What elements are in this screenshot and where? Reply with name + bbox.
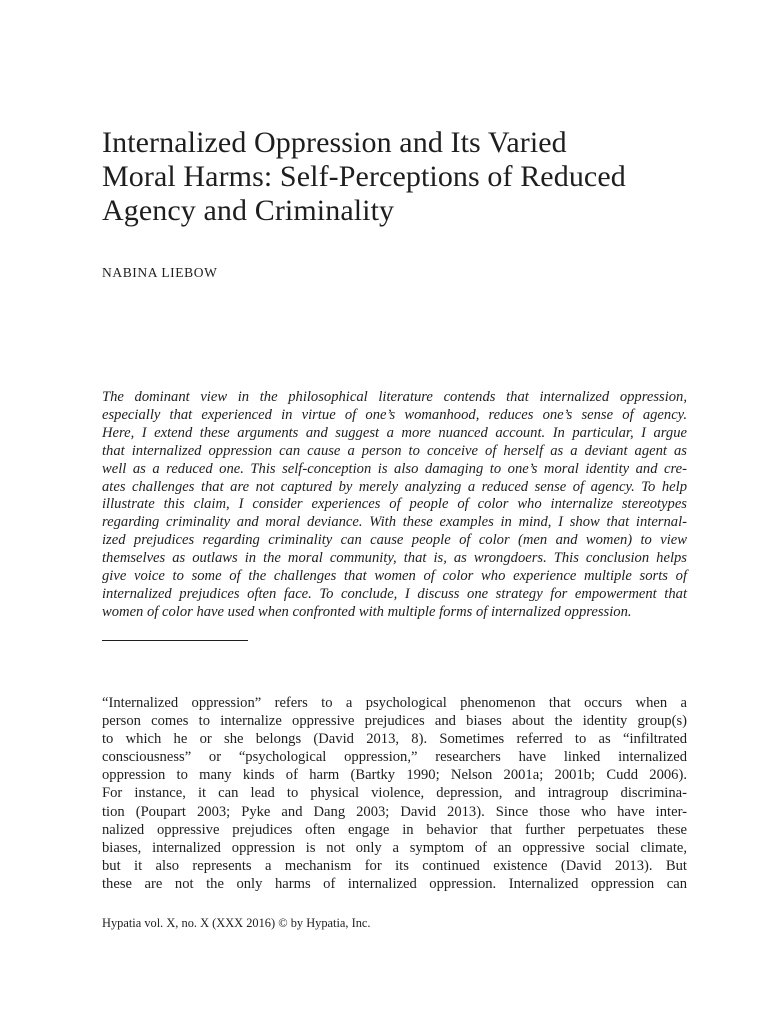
article-title: [102, 126, 702, 228]
title-line: Agency and Criminality: [102, 194, 395, 227]
abstract-line: especially that experienced in virtue of one’s womanhood, reduces one’s sense of agency.: [102, 406, 687, 423]
body-line: consciousness” or “psychological oppression,” researchers have linked internalized: [102, 749, 687, 766]
abstract-line: themselves as outlaws in the moral community, that is, as wrongdoers. This conclusion helps: [102, 550, 687, 567]
body-line: to which he or she belongs (David 2013, 8). Sometimes referred to as “infiltrated: [102, 731, 687, 748]
abstract-line: give voice to some of the challenges that women of color who experience multiple sorts of: [102, 568, 687, 585]
author-name: NABINA LIEBOW: [102, 265, 218, 280]
abstract-line: illustrate this claim, I consider experiences of people of color who internalize stereotypes: [102, 496, 687, 513]
body-line: oppression to many kinds of harm (Bartky 1990; Nelson 2001a; 2001b; Cudd 2006).: [102, 767, 687, 784]
body-line: these are not the only harms of internalized oppression. Internalized oppression can: [102, 875, 687, 892]
abstract-line: regarding criminality and moral deviance. With these examples in mind, I show that internal-: [102, 514, 687, 531]
body-line: nalized oppressive prejudices often engage in behavior that further perpetuates these: [102, 821, 687, 838]
abstract-line: ates challenges that are not captured by merely analyzing a reduced sense of agency. To help: [102, 478, 687, 495]
abstract-line: ized prejudices regarding criminality can cause people of color (men and women) to view: [102, 532, 687, 549]
abstract-line: women of color have used when confronted with multiple forms of internalized oppression.: [102, 603, 632, 620]
abstract-line: well as a reduced one. This self-conception is also damaging to one’s moral identity and cre-: [102, 460, 687, 477]
body-line: tion (Poupart 2003; Pyke and Dang 2003; David 2013). Since those who have inter-: [102, 803, 687, 820]
body-line: “Internalized oppression” refers to a psychological phenomenon that occurs when a: [102, 695, 687, 711]
body-line: biases, internalized oppression is not only a symptom of an oppressive social climate,: [102, 839, 687, 856]
body-line: but it also represents a mechanism for its continued existence (David 2013). But: [102, 857, 687, 874]
journal-footer: Hypatia vol. X, no. X (XXX 2016) © by Hypatia, Inc.: [102, 916, 371, 930]
title-line: Internalized Oppression and Its Varied: [102, 126, 567, 159]
abstract-line: The dominant view in the philosophical literature contends that internalized oppression,: [102, 389, 687, 405]
abstract-line: internalized prejudices often face. To conclude, I discuss one strategy for empowerment that: [102, 585, 687, 602]
body-paragraph: [102, 694, 687, 893]
section-divider: [102, 640, 248, 641]
abstract-line: that internalized oppression can cause a person to conceive of herself as a deviant agent as: [102, 442, 687, 459]
body-line: For instance, it can lead to physical violence, depression, and intragroup discrimina-: [102, 785, 687, 802]
abstract: [102, 389, 687, 622]
abstract-line: Here, I extend these arguments and suggest a more nuanced account. In particular, I argue: [102, 424, 687, 441]
title-line: Moral Harms: Self-Perceptions of Reduced: [102, 160, 626, 193]
body-line: person comes to internalize oppressive prejudices and biases about the identity group(s): [102, 713, 687, 730]
